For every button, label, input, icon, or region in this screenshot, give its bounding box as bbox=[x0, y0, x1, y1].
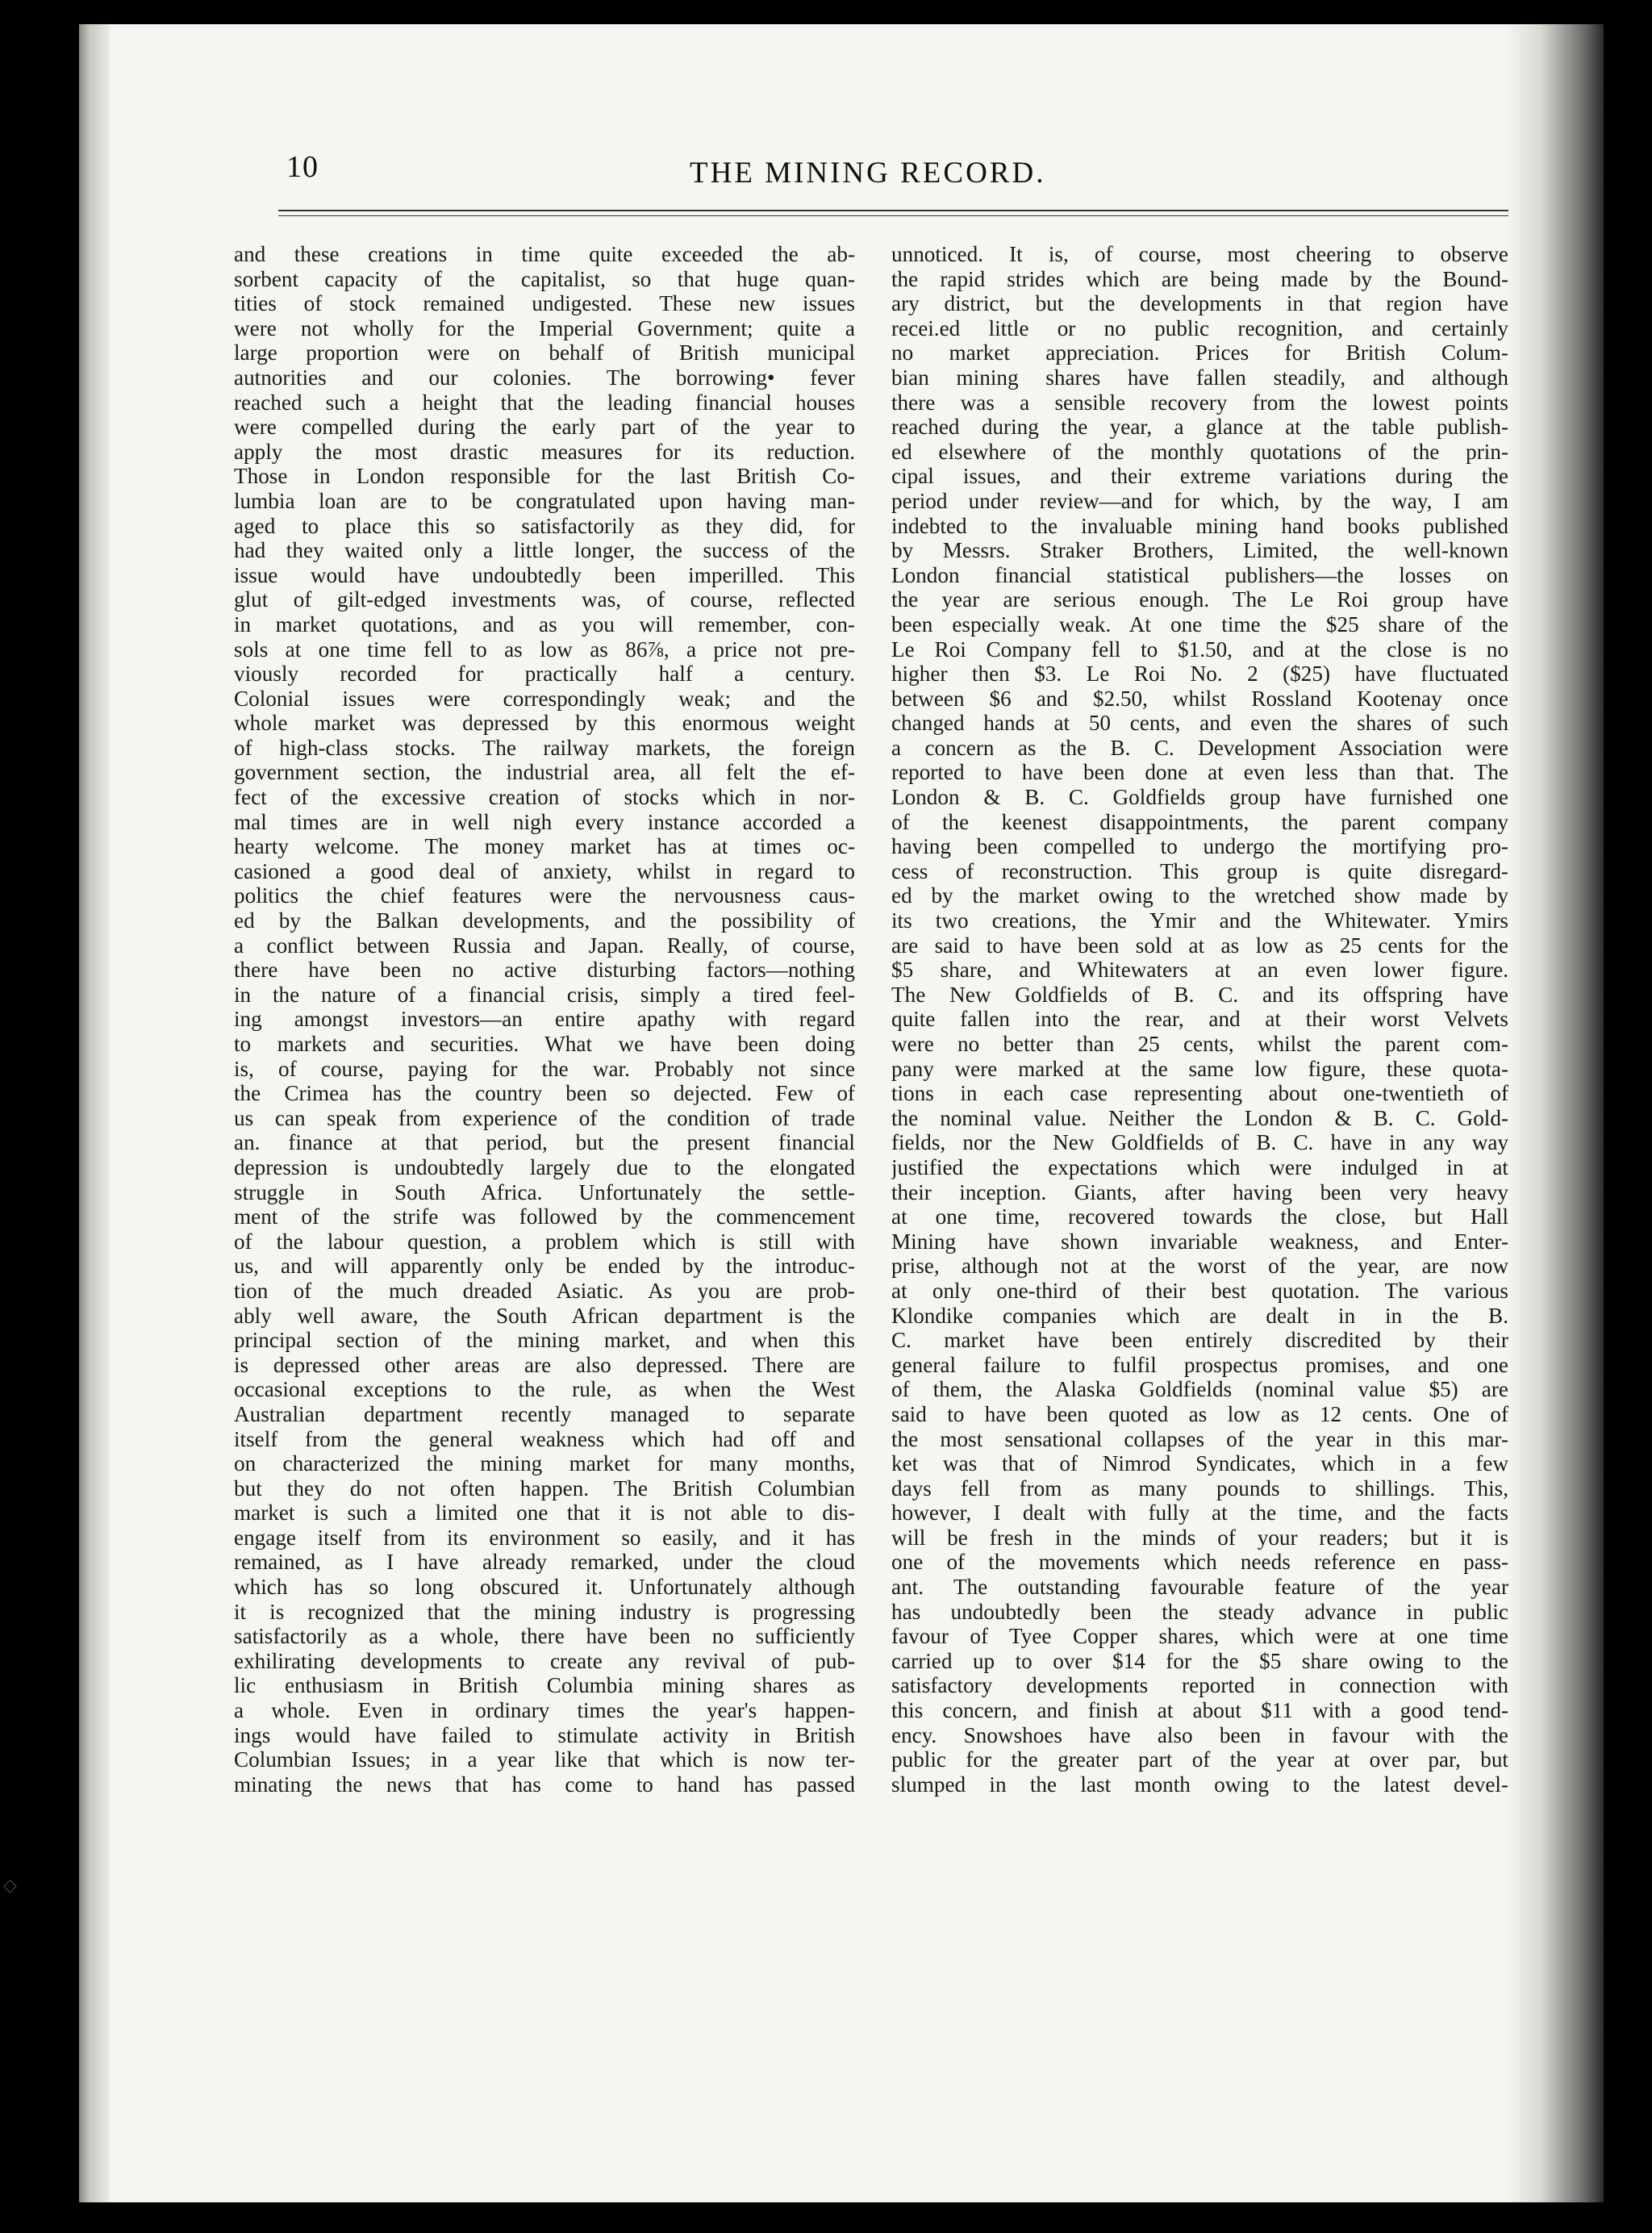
text-line: remained, as I have already remarked, under the cloud bbox=[234, 1550, 855, 1575]
text-line: were not wholly for the Imperial Government; quite a bbox=[234, 315, 855, 340]
page-edge-shadow bbox=[1507, 24, 1604, 2202]
text-line: London & B. C. Goldfields group have furnished one bbox=[891, 785, 1508, 810]
text-line: the rapid strides which are being made by the Bound- bbox=[891, 266, 1508, 291]
text-line: a whole. Even in ordinary times the year's happen- bbox=[234, 1698, 855, 1723]
text-line: however, I dealt with fully at the time, and the facts bbox=[891, 1500, 1508, 1526]
text-line: in the nature of a financial crisis, simply a tired feel- bbox=[234, 982, 855, 1007]
text-line: are said to have been sold at as low as 25 cents for the bbox=[891, 933, 1508, 958]
text-line: occasional exceptions to the rule, as when the West bbox=[234, 1377, 855, 1402]
text-line: were compelled during the early part of the year to bbox=[234, 415, 855, 440]
text-line: this concern, and finish at about $11 with a good tend- bbox=[891, 1698, 1508, 1723]
text-line: ed elsewhere of the monthly quotations of the prin- bbox=[891, 439, 1508, 464]
text-line: Colonial issues were correspondingly weak; and the bbox=[234, 686, 855, 711]
text-line: ing amongst investors—an entire apathy with regard bbox=[234, 1007, 855, 1032]
text-line: of them, the Alaska Goldfields (nominal value $5) are bbox=[891, 1377, 1508, 1402]
text-line: politics the chief features were the nervousness caus- bbox=[234, 883, 855, 908]
text-line: by Messrs. Straker Brothers, Limited, the well-known bbox=[891, 538, 1508, 563]
text-line: fields, nor the New Goldfields of B. C. have in any way bbox=[891, 1130, 1508, 1155]
text-line: which has so long obscured it. Unfortunately although bbox=[234, 1575, 855, 1600]
text-column-right bbox=[891, 242, 1508, 2106]
text-line: Le Roi Company fell to $1.50, and at the close is no bbox=[891, 637, 1508, 662]
text-line: there have been no active disturbing factors—nothing bbox=[234, 958, 855, 983]
text-line: reached during the year, a glance at the table publish- bbox=[891, 415, 1508, 440]
text-line: hearty welcome. The money market has at times oc- bbox=[234, 834, 855, 859]
text-line: Columbian Issues; in a year like that which is now ter- bbox=[234, 1747, 855, 1772]
text-line: to markets and securities. What we have been doing bbox=[234, 1032, 855, 1056]
text-line: sorbent capacity of the capitalist, so that huge quan- bbox=[234, 266, 855, 291]
text-line: exhilirating developments to create any revival of pub- bbox=[234, 1648, 855, 1673]
text-line: unnoticed. It is, of course, most cheering to observe bbox=[891, 242, 1508, 266]
text-line: been especially weak. At one time the $25 share of the bbox=[891, 611, 1508, 637]
text-line: tions in each case representing about one-twentieth of bbox=[891, 1081, 1508, 1106]
text-line: it is recognized that the mining industry is progressing bbox=[234, 1599, 855, 1624]
text-line: and these creations in time quite exceeded the ab- bbox=[234, 242, 855, 266]
text-line: the nominal value. Neither the London & B. C. Gold- bbox=[891, 1105, 1508, 1130]
text-line: casioned a good deal of anxiety, whilst in regard to bbox=[234, 858, 855, 883]
text-line: favour of Tyee Copper shares, which were at one time bbox=[891, 1624, 1508, 1649]
text-line: changed hands at 50 cents, and even the shares of such bbox=[891, 711, 1508, 736]
text-line: struggle in South Africa. Unfortunately the settle- bbox=[234, 1179, 855, 1204]
text-line: justified the expectations which were indulged in at bbox=[891, 1154, 1508, 1179]
text-line: cipal issues, and their extreme variations during the bbox=[891, 464, 1508, 489]
text-line: minating the news that has come to hand has passed bbox=[234, 1772, 855, 1797]
text-line: C. market have been entirely discredited by their bbox=[891, 1328, 1508, 1353]
text-line: ed by the Balkan developments, and the possibility of bbox=[234, 908, 855, 933]
text-line: quite fallen into the rear, and at their worst Velvets bbox=[891, 1007, 1508, 1032]
text-line: Mining have shown invariable weakness, and Enter- bbox=[891, 1229, 1508, 1254]
text-line: will be fresh in the minds of your readers; but it is bbox=[891, 1525, 1508, 1550]
text-line: us can speak from experience of the condition of trade bbox=[234, 1105, 855, 1130]
text-line: satisfactorily as a whole, there have been no sufficiently bbox=[234, 1624, 855, 1649]
text-line: public for the greater part of the year at over par, but bbox=[891, 1747, 1508, 1772]
text-line: of the labour question, a problem which is still with bbox=[234, 1229, 855, 1254]
page-binding-shadow bbox=[79, 24, 110, 2202]
text-line: principal section of the mining market, and when this bbox=[234, 1328, 855, 1353]
text-line: is, of course, paying for the war. Probably not since bbox=[234, 1056, 855, 1081]
text-line: in market quotations, and as you will remember, con- bbox=[234, 611, 855, 637]
text-line: ings would have failed to stimulate activity in British bbox=[234, 1722, 855, 1747]
text-line: whole market was depressed by this enormous weight bbox=[234, 711, 855, 736]
text-line: lic enthusiasm in British Columbia mining shares as bbox=[234, 1673, 855, 1698]
text-line: Klondike companies which are dealt in in the B. bbox=[891, 1303, 1508, 1328]
text-line: having been compelled to undergo the mortifying pro- bbox=[891, 834, 1508, 859]
text-line: autnorities and our colonies. The borrowing• fever bbox=[234, 365, 855, 390]
text-line: a conflict between Russia and Japan. Really, of course, bbox=[234, 933, 855, 958]
text-column-left bbox=[234, 242, 855, 2106]
text-line: there was a sensible recovery from the lowest points bbox=[891, 390, 1508, 415]
text-line: cess of reconstruction. This group is quite disregard- bbox=[891, 858, 1508, 883]
page-number: 10 bbox=[286, 150, 319, 184]
text-line: on characterized the mining market for many months, bbox=[234, 1451, 855, 1476]
text-line: sols at one time fell to as low as 86⅞, a price not pre- bbox=[234, 637, 855, 662]
text-line: apply the most drastic measures for its reduction. bbox=[234, 439, 855, 464]
text-line: market is such a limited one that it is not able to dis- bbox=[234, 1500, 855, 1526]
text-line: indebted to the invaluable mining hand books published bbox=[891, 513, 1508, 538]
text-line: itself from the general weakness which had off and bbox=[234, 1426, 855, 1451]
text-line: recei.ed little or no public recognition, and certainly bbox=[891, 315, 1508, 340]
text-line: viously recorded for practically half a century. bbox=[234, 662, 855, 687]
text-line: ably well aware, the South African department is the bbox=[234, 1303, 855, 1328]
text-line: the most sensational collapses of the year in this mar- bbox=[891, 1426, 1508, 1451]
text-line: lumbia loan are to be congratulated upon having man- bbox=[234, 488, 855, 513]
text-line: ant. The outstanding favourable feature of the year bbox=[891, 1575, 1508, 1600]
text-line: ed by the market owing to the wretched show made by bbox=[891, 883, 1508, 908]
text-line: said to have been quoted as low as 12 cents. One of bbox=[891, 1401, 1508, 1426]
gutter-mark: ◇ bbox=[3, 1876, 17, 1896]
text-line: their inception. Giants, after having been very heavy bbox=[891, 1179, 1508, 1204]
text-line: us, and will apparently only be ended by the introduc- bbox=[234, 1254, 855, 1279]
text-line: $5 share, and Whitewaters at an even lower figure. bbox=[891, 958, 1508, 983]
text-line: between $6 and $2.50, whilst Rossland Kootenay once bbox=[891, 686, 1508, 711]
text-line: at one time, recovered towards the close, but Hall bbox=[891, 1204, 1508, 1229]
text-line: but they do not often happen. The British Columbian bbox=[234, 1475, 855, 1500]
text-line: at only one-third of their best quotation. The various bbox=[891, 1278, 1508, 1303]
text-line: is depressed other areas are also depressed. There are bbox=[234, 1352, 855, 1377]
text-line: Those in London responsible for the last British Co- bbox=[234, 464, 855, 489]
text-line: Australian department recently managed to separate bbox=[234, 1401, 855, 1426]
text-line: tion of the much dreaded Asiatic. As you are prob- bbox=[234, 1278, 855, 1303]
text-line: glut of gilt-edged investments was, of course, reflected bbox=[234, 587, 855, 612]
text-line: depression is undoubtedly largely due to the elongated bbox=[234, 1154, 855, 1179]
text-line: of the keenest disappointments, the parent company bbox=[891, 809, 1508, 834]
text-line: slumped in the last month owing to the latest devel- bbox=[891, 1772, 1508, 1797]
text-line: reached such a height that the leading financial houses bbox=[234, 390, 855, 415]
text-line: fect of the excessive creation of stocks which in nor- bbox=[234, 785, 855, 810]
text-line: its two creations, the Ymir and the Whitewater. Ymirs bbox=[891, 908, 1508, 933]
text-line: London financial statistical publishers—the losses on bbox=[891, 562, 1508, 587]
text-line: reported to have been done at even less than that. The bbox=[891, 760, 1508, 785]
journal-title: THE MINING RECORD. bbox=[690, 157, 1046, 190]
text-line: general failure to fulfil prospectus promises, and one bbox=[891, 1352, 1508, 1377]
text-line: the year are serious enough. The Le Roi group have bbox=[891, 587, 1508, 612]
text-line: ket was that of Nimrod Syndicates, which in a few bbox=[891, 1451, 1508, 1476]
text-line: government section, the industrial area, all felt the ef- bbox=[234, 760, 855, 785]
header-rule bbox=[278, 210, 1508, 216]
text-line: had they waited only a little longer, the success of the bbox=[234, 538, 855, 563]
text-line: ment of the strife was followed by the commencement bbox=[234, 1204, 855, 1229]
text-line: were no better than 25 cents, whilst the parent com- bbox=[891, 1032, 1508, 1056]
text-line: tities of stock remained undigested. These new issues bbox=[234, 291, 855, 316]
text-line: days fell from as many pounds to shillings. This, bbox=[891, 1475, 1508, 1500]
text-line: an. finance at that period, but the present financial bbox=[234, 1130, 855, 1155]
text-line: has undoubtedly been the steady advance in public bbox=[891, 1599, 1508, 1624]
text-line: The New Goldfields of B. C. and its offspring have bbox=[891, 982, 1508, 1007]
text-line: pany were marked at the same low figure, these quota- bbox=[891, 1056, 1508, 1081]
text-line: a concern as the B. C. Development Association were bbox=[891, 735, 1508, 760]
text-line: one of the movements which needs reference en pass- bbox=[891, 1550, 1508, 1575]
text-line: engage itself from its environment so easily, and it has bbox=[234, 1525, 855, 1550]
text-line: ary district, but the developments in that region have bbox=[891, 291, 1508, 316]
text-line: mal times are in well nigh every instance accorded a bbox=[234, 809, 855, 834]
text-line: carried up to over $14 for the $5 share owing to the bbox=[891, 1648, 1508, 1673]
text-line: large proportion were on behalf of British municipal bbox=[234, 340, 855, 365]
text-line: no market appreciation. Prices for British Colum- bbox=[891, 340, 1508, 365]
text-line: higher then $3. Le Roi No. 2 ($25) have fluctuated bbox=[891, 662, 1508, 687]
text-line: issue would have undoubtedly been imperilled. This bbox=[234, 562, 855, 587]
text-line: bian mining shares have fallen steadily, and although bbox=[891, 365, 1508, 390]
text-line: period under review—and for which, by the way, I am bbox=[891, 488, 1508, 513]
text-line: of high-class stocks. The railway markets, the foreign bbox=[234, 735, 855, 760]
text-line: prise, although not at the worst of the year, are now bbox=[891, 1254, 1508, 1279]
text-line: the Crimea has the country been so dejected. Few of bbox=[234, 1081, 855, 1106]
text-line: ency. Snowshoes have also been in favour with the bbox=[891, 1722, 1508, 1747]
text-line: satisfactory developments reported in connection with bbox=[891, 1673, 1508, 1698]
text-line: aged to place this so satisfactorily as they did, for bbox=[234, 513, 855, 538]
